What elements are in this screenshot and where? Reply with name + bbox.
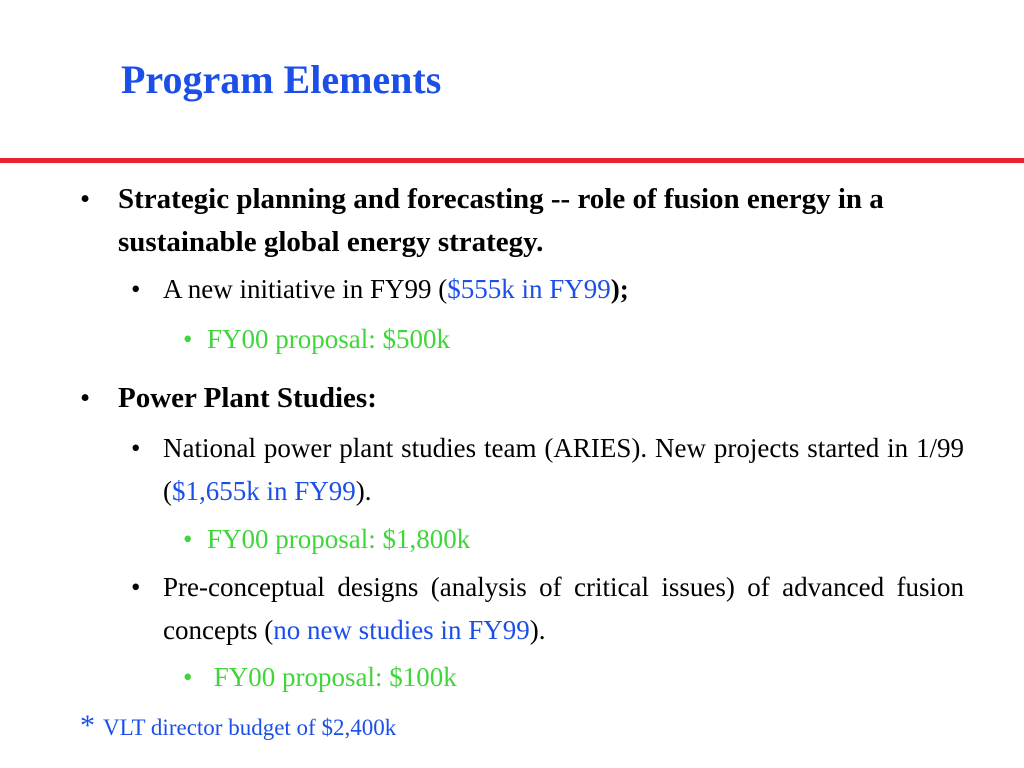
fy00-proposal-strategic: FY00 proposal: $500k [207,324,450,354]
aries-team-prefix: National power plant studies team (ARIES). New projects started in 1/99 ( [163,433,964,506]
footnote-text: VLT director budget of $2,400k [103,715,397,740]
bullet-icon: • [80,382,91,414]
title-divider [0,158,1024,163]
aries-team-text [163,427,964,513]
new-initiative-suffix: ); [610,274,629,304]
bullet-icon: • [131,433,141,463]
section-heading-power-plant-studies: Power Plant Studies: [118,382,377,414]
bullet-icon: • [183,524,193,554]
bullet-new-initiative [131,268,964,311]
bullet-fy00-proposal-strategic [183,318,683,361]
pre-conceptual-designs-text [163,566,964,652]
bullet-icon: • [80,183,91,215]
bullet-icon: • [183,662,193,692]
bullet-fy00-proposal-advanced [183,656,683,699]
footnote [80,706,396,748]
bullet-strategic-planning [80,178,964,264]
bullet-power-plant-studies [80,377,964,420]
section-heading-strategic-planning: Strategic planning and forecasting -- role of fusion energy in a sustainable global energy strategy. [118,183,884,258]
bullet-icon: • [131,572,141,602]
pre-conceptual-highlight: no new studies in FY99 [273,615,530,645]
aries-team-amount: $1,655k in FY99 [172,476,356,506]
new-initiative-text [163,268,964,311]
bullet-icon: • [183,324,193,354]
bullet-pre-conceptual-designs [131,566,964,652]
new-initiative-prefix: A new initiative in FY99 ( [163,274,448,304]
bullet-icon: • [131,274,141,304]
slide-title: Program Elements [121,57,442,102]
pre-conceptual-prefix: Pre-conceptual designs (analysis of critical issues) of advanced fusion concepts ( [163,572,964,645]
pre-conceptual-suffix: ). [529,615,546,645]
aries-team-suffix: ). [355,476,372,506]
fy00-proposal-aries: FY00 proposal: $1,800k [207,524,471,554]
bullet-aries-team [131,427,964,513]
bullet-fy00-proposal-aries [183,518,683,561]
footnote-star: * [80,709,95,742]
new-initiative-amount: $555k in FY99 [447,274,611,304]
fy00-proposal-advanced: FY00 proposal: $100k [207,662,457,692]
